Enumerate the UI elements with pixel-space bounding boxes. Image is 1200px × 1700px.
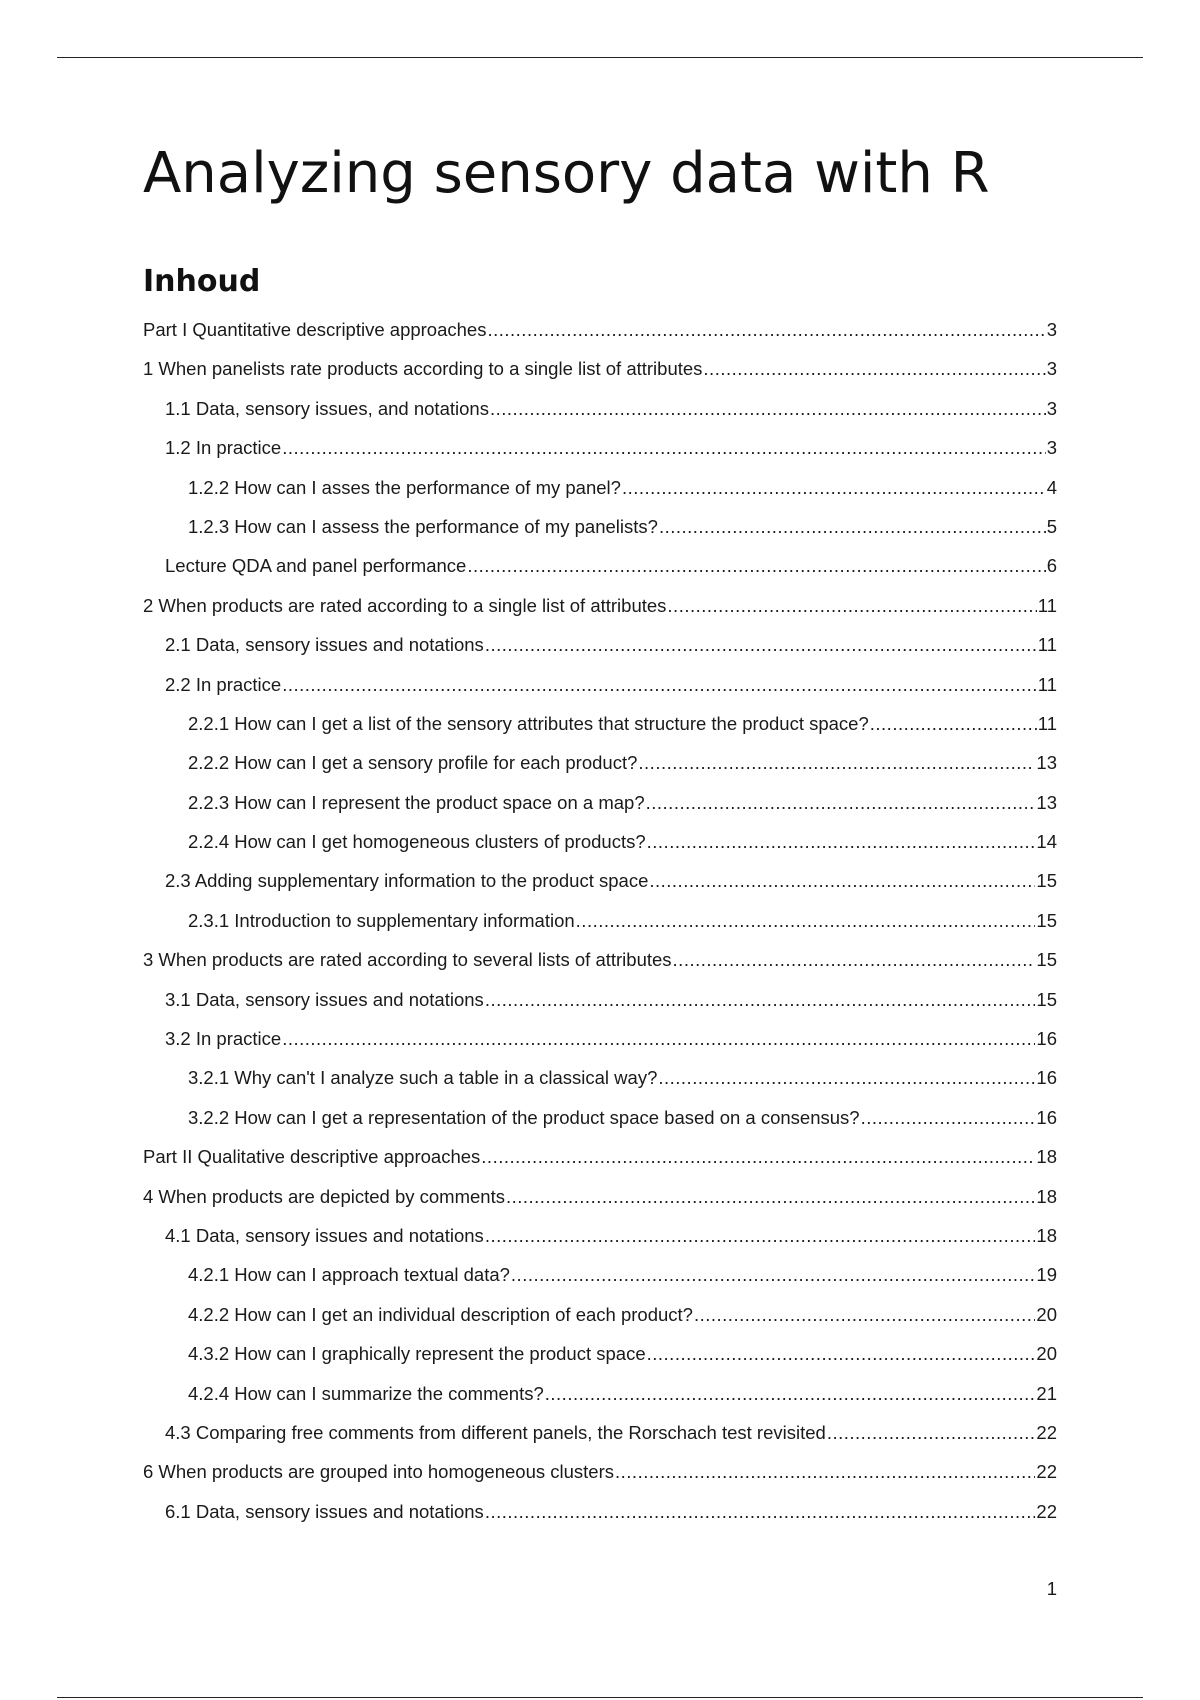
toc-dot-leader xyxy=(282,1019,1035,1058)
toc-entry-title: 4.2.2 How can I get an individual description of each product? xyxy=(188,1303,693,1325)
toc-entry[interactable] xyxy=(143,468,1057,507)
toc-entry-page: 19 xyxy=(1036,1264,1057,1286)
toc-entry-page: 11 xyxy=(1037,634,1057,656)
toc-dot-leader xyxy=(545,1374,1036,1413)
toc-entry-page: 6 xyxy=(1046,555,1057,577)
toc-dot-leader xyxy=(282,665,1037,704)
toc-entry-title: Part I Quantitative descriptive approaches xyxy=(143,319,487,340)
toc-entry-title: 3.2.2 How can I get a representation of the product space based on a consensus? xyxy=(188,1106,860,1128)
toc-entry-title: 2.2.3 How can I represent the product space on a map? xyxy=(188,791,645,813)
toc-entry-page: 14 xyxy=(1036,831,1057,853)
toc-entry-page: 20 xyxy=(1036,1303,1057,1325)
toc-dot-leader xyxy=(646,783,1036,822)
toc-entry[interactable] xyxy=(143,1019,1057,1058)
toc-entry-page: 13 xyxy=(1036,752,1057,774)
toc-entry[interactable] xyxy=(143,349,1057,388)
toc-entry[interactable] xyxy=(143,507,1057,546)
toc-entry-page: 22 xyxy=(1036,1461,1057,1483)
toc-entry-title: 4.2.1 How can I approach textual data? xyxy=(188,1264,510,1286)
toc-entry-page: 11 xyxy=(1037,594,1057,616)
toc-entry-title: 2.3.1 Introduction to supplementary information xyxy=(188,909,575,931)
toc-entry-page: 22 xyxy=(1036,1500,1057,1522)
toc-entry-page: 20 xyxy=(1036,1343,1057,1365)
toc-entry-title: 3 When products are rated according to several lists of attributes xyxy=(143,949,672,971)
toc-entry-title: 1.2.3 How can I assess the performance of my panelists? xyxy=(188,515,658,537)
toc-entry-title: 1.2 In practice xyxy=(165,437,282,459)
toc-entry-title: 3.2 In practice xyxy=(165,1028,282,1050)
toc-entry[interactable] xyxy=(143,665,1057,704)
toc-dot-leader xyxy=(485,1492,1036,1531)
toc-entry[interactable] xyxy=(143,1098,1057,1137)
toc-heading: Inhoud xyxy=(143,264,261,299)
toc-entry[interactable] xyxy=(143,546,1057,585)
toc-entry-title: 4.3.2 How can I graphically represent the product space xyxy=(188,1343,646,1365)
toc-entry-title: 2.2.4 How can I get homogeneous clusters of products? xyxy=(188,831,646,853)
toc-dot-leader xyxy=(694,1295,1035,1334)
toc-dot-leader xyxy=(649,861,1035,900)
toc-entry[interactable] xyxy=(143,743,1057,782)
toc-dot-leader xyxy=(673,940,1036,979)
toc-entry-title: 2.3 Adding supplementary information to the product space xyxy=(165,870,649,892)
toc-entry[interactable] xyxy=(143,310,1057,349)
toc-entry-page: 15 xyxy=(1036,988,1057,1010)
document-title: Analyzing sensory data with R xyxy=(143,141,990,206)
toc-dot-leader xyxy=(485,1216,1036,1255)
toc-entry[interactable] xyxy=(143,783,1057,822)
toc-entry[interactable] xyxy=(143,1295,1057,1334)
toc-dot-leader xyxy=(638,743,1035,782)
toc-dot-leader xyxy=(647,1334,1036,1373)
toc-entry-title: 4.1 Data, sensory issues and notations xyxy=(165,1224,484,1246)
toc-entry-title: 4.3 Comparing free comments from different panels, the Rorschach test revisited xyxy=(165,1421,826,1443)
toc-entry-page: 4 xyxy=(1046,476,1057,498)
toc-entry[interactable] xyxy=(143,901,1057,940)
toc-dot-leader xyxy=(667,586,1036,625)
toc-dot-leader xyxy=(485,980,1036,1019)
toc-entry-page: 5 xyxy=(1046,515,1057,537)
toc-dot-leader xyxy=(485,625,1037,664)
toc-entry-title: 6 When products are grouped into homogeneous clusters xyxy=(143,1461,615,1483)
toc-entry-title: Part II Qualitative descriptive approaches xyxy=(143,1146,481,1168)
toc-entry[interactable] xyxy=(143,586,1057,625)
toc-dot-leader xyxy=(615,1452,1035,1491)
toc-entry-page: 16 xyxy=(1036,1067,1057,1089)
toc-entry[interactable] xyxy=(143,940,1057,979)
toc-entry[interactable] xyxy=(143,389,1057,428)
toc-dot-leader xyxy=(703,349,1045,388)
toc-entry-title: 2.2.1 How can I get a list of the sensory attributes that structure the product space? xyxy=(188,712,869,734)
toc-entry-title: 2.1 Data, sensory issues and notations xyxy=(165,634,484,656)
toc-dot-leader xyxy=(506,1177,1035,1216)
toc-entry-page: 15 xyxy=(1036,870,1057,892)
toc-entry[interactable] xyxy=(143,704,1057,743)
toc-entry-page: 3 xyxy=(1046,358,1057,380)
toc-dot-leader xyxy=(467,546,1045,585)
toc-entry[interactable] xyxy=(143,822,1057,861)
toc-dot-leader xyxy=(658,1058,1035,1097)
toc-entry[interactable] xyxy=(143,1058,1057,1097)
toc-entry[interactable] xyxy=(143,980,1057,1019)
toc-entry[interactable] xyxy=(143,1177,1057,1216)
toc-dot-leader xyxy=(490,389,1046,428)
toc-dot-leader xyxy=(870,704,1037,743)
toc-dot-leader xyxy=(511,1255,1036,1294)
table-of-contents xyxy=(143,310,1057,1531)
toc-entry-title: 3.2.1 Why can't I analyze such a table in a classical way? xyxy=(188,1067,658,1089)
toc-entry-title: 1.1 Data, sensory issues, and notations xyxy=(165,397,489,419)
toc-dot-leader xyxy=(481,1137,1035,1176)
toc-entry-page: 15 xyxy=(1036,949,1057,971)
toc-entry-page: 11 xyxy=(1037,712,1057,734)
toc-entry[interactable] xyxy=(143,625,1057,664)
toc-entry[interactable] xyxy=(143,1492,1057,1531)
toc-dot-leader xyxy=(282,428,1046,467)
toc-entry-page: 16 xyxy=(1036,1106,1057,1128)
toc-entry-page: 21 xyxy=(1036,1382,1057,1404)
toc-entry[interactable] xyxy=(143,1255,1057,1294)
toc-entry-title: 4.2.4 How can I summarize the comments? xyxy=(188,1382,544,1404)
toc-entry-page: 3 xyxy=(1046,319,1057,340)
toc-entry-title: 3.1 Data, sensory issues and notations xyxy=(165,988,484,1010)
toc-entry-page: 16 xyxy=(1036,1028,1057,1050)
page-number: 1 xyxy=(1046,1578,1057,1599)
toc-entry-title: 4 When products are depicted by comments xyxy=(143,1185,505,1207)
toc-entry-title: Lecture QDA and panel performance xyxy=(165,555,467,577)
toc-dot-leader xyxy=(861,1098,1036,1137)
toc-entry-page: 18 xyxy=(1036,1224,1057,1246)
toc-dot-leader xyxy=(647,822,1036,861)
toc-entry-page: 18 xyxy=(1036,1185,1057,1207)
footer-rule xyxy=(57,1697,1143,1698)
toc-entry[interactable] xyxy=(143,1137,1057,1176)
toc-entry[interactable] xyxy=(143,1413,1057,1452)
toc-entry-page: 13 xyxy=(1036,791,1057,813)
toc-entry-title: 6.1 Data, sensory issues and notations xyxy=(165,1500,484,1522)
toc-entry-page: 18 xyxy=(1036,1146,1057,1168)
toc-entry-page: 22 xyxy=(1036,1421,1057,1443)
toc-entry[interactable] xyxy=(143,428,1057,467)
toc-entry[interactable] xyxy=(143,1216,1057,1255)
toc-entry-title: 2.2.2 How can I get a sensory profile for each product? xyxy=(188,752,638,774)
toc-dot-leader xyxy=(576,901,1036,940)
toc-entry[interactable] xyxy=(143,1452,1057,1491)
toc-entry-title: 1 When panelists rate products according to a single list of attributes xyxy=(143,358,703,380)
toc-entry-title: 2.2 In practice xyxy=(165,673,282,695)
toc-dot-leader xyxy=(622,468,1046,507)
toc-entry-title: 2 When products are rated according to a single list of attributes xyxy=(143,594,667,616)
toc-entry[interactable] xyxy=(143,1374,1057,1413)
toc-entry-page: 15 xyxy=(1036,909,1057,931)
toc-entry-page: 11 xyxy=(1037,673,1057,695)
toc-entry-page: 3 xyxy=(1046,397,1057,419)
toc-dot-leader xyxy=(659,507,1046,546)
toc-entry[interactable] xyxy=(143,861,1057,900)
toc-entry[interactable] xyxy=(143,1334,1057,1373)
toc-dot-leader xyxy=(487,310,1045,349)
toc-entry-page: 3 xyxy=(1046,437,1057,459)
header-rule xyxy=(57,57,1143,58)
toc-dot-leader xyxy=(827,1413,1036,1452)
toc-entry-title: 1.2.2 How can I asses the performance of my panel? xyxy=(188,476,621,498)
